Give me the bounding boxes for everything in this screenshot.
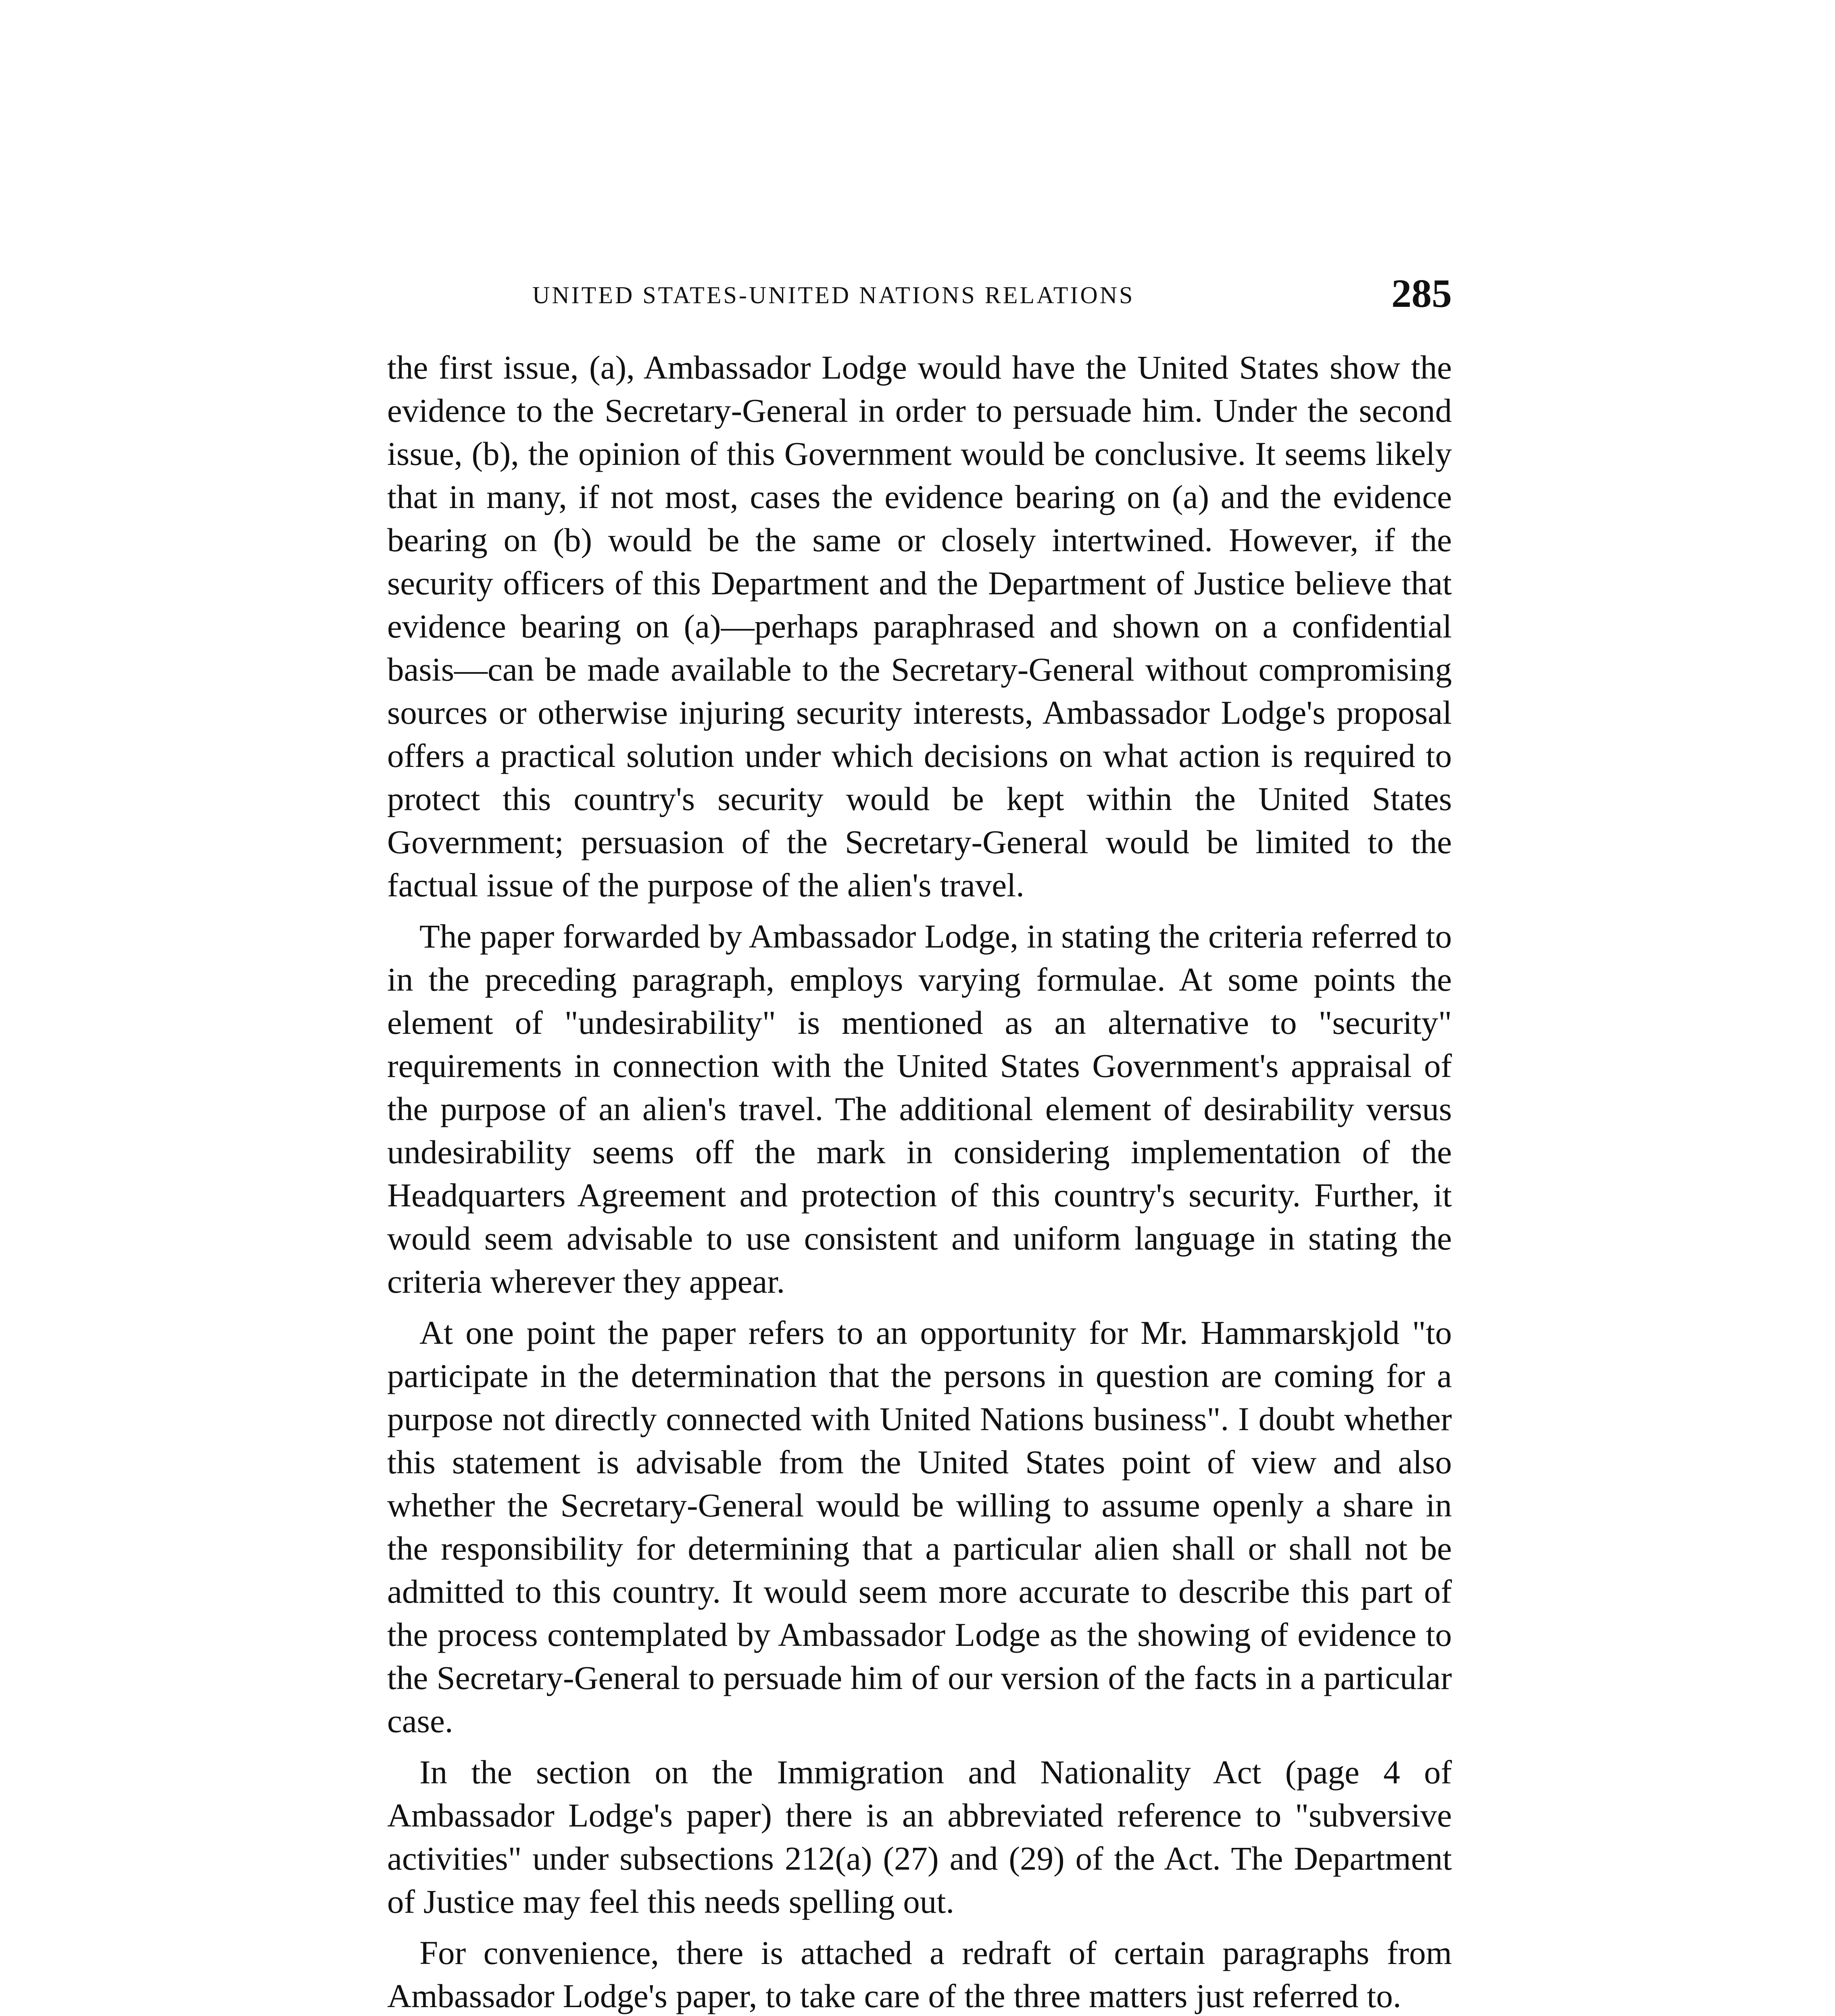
paragraph-2: The paper forwarded by Ambassador Lodge, in stating the criteria referred to in the preceding paragraph, employs varying formulae. At some points the element of "undesirability" is mentioned as an alternative to "security" requirements in connection with the United States Government's appraisal of the purpose of an alien's travel. The additional element of desirability versus undesirability seems off the mark in considering implementation of the Headquarters Agreement and protection of this country's security. Further, it would seem advisable to use consistent and uniform language in stating the criteria wherever they appear. [387, 918, 1452, 1300]
running-head: UNITED STATES-UNITED NATIONS RELATIONS [532, 282, 1135, 308]
paragraph-5: For convenience, there is attached a redraft of certain paragraphs from Ambassador Lodge's paper, to take care of the three matters just referred to. [387, 1934, 1452, 2014]
body-text [387, 346, 1452, 2016]
paragraph-1: the first issue, (a), Ambassador Lodge would have the United States show the evidence to the Secretary-General in order to persuade him. Under the second issue, (b), the opinion of this Government would be conclusive. It seems likely that in many, if not most, cases the evidence bearing on (a) and the evidence bearing on (b) would be the same or closely intertwined. However, if the security officers of this Department and the Department of Justice believe that evidence bearing on (a)—perhaps paraphrased and shown on a confidential basis—can be made available to the Secretary-General without compromising sources or otherwise injuring security interests, Ambassador Lodge's proposal offers a practical solution under which decisions on what action is required to protect this country's security would be kept within the United States Government; persuasion of the Secretary-General would be limited to the factual issue of the purpose of the alien's travel. [387, 349, 1452, 904]
page-header [387, 270, 1452, 331]
paragraph-3: At one point the paper refers to an opportunity for Mr. Hammarskjold "to participate in the determination that the persons in question are coming for a purpose not directly connected with United Nations business". I doubt whether this statement is advisable from the United States point of view and also whether the Secretary-General would be willing to assume openly a share in the responsibility for determining that a particular alien shall or shall not be admitted to this country. It would seem more accurate to describe this part of the process contemplated by Ambassador Lodge as the showing of evidence to the Secretary-General to persuade him of our version of the facts in a particular case. [387, 1314, 1452, 1739]
paragraph-4: In the section on the Immigration and Nationality Act (page 4 of Ambassador Lodge's paper) there is an abbreviated reference to "subversive activities" under subsections 212(a) (27) and (29) of the Act. The Department of Justice may feel this needs spelling out. [387, 1754, 1452, 1920]
page-number: 285 [1391, 271, 1452, 316]
